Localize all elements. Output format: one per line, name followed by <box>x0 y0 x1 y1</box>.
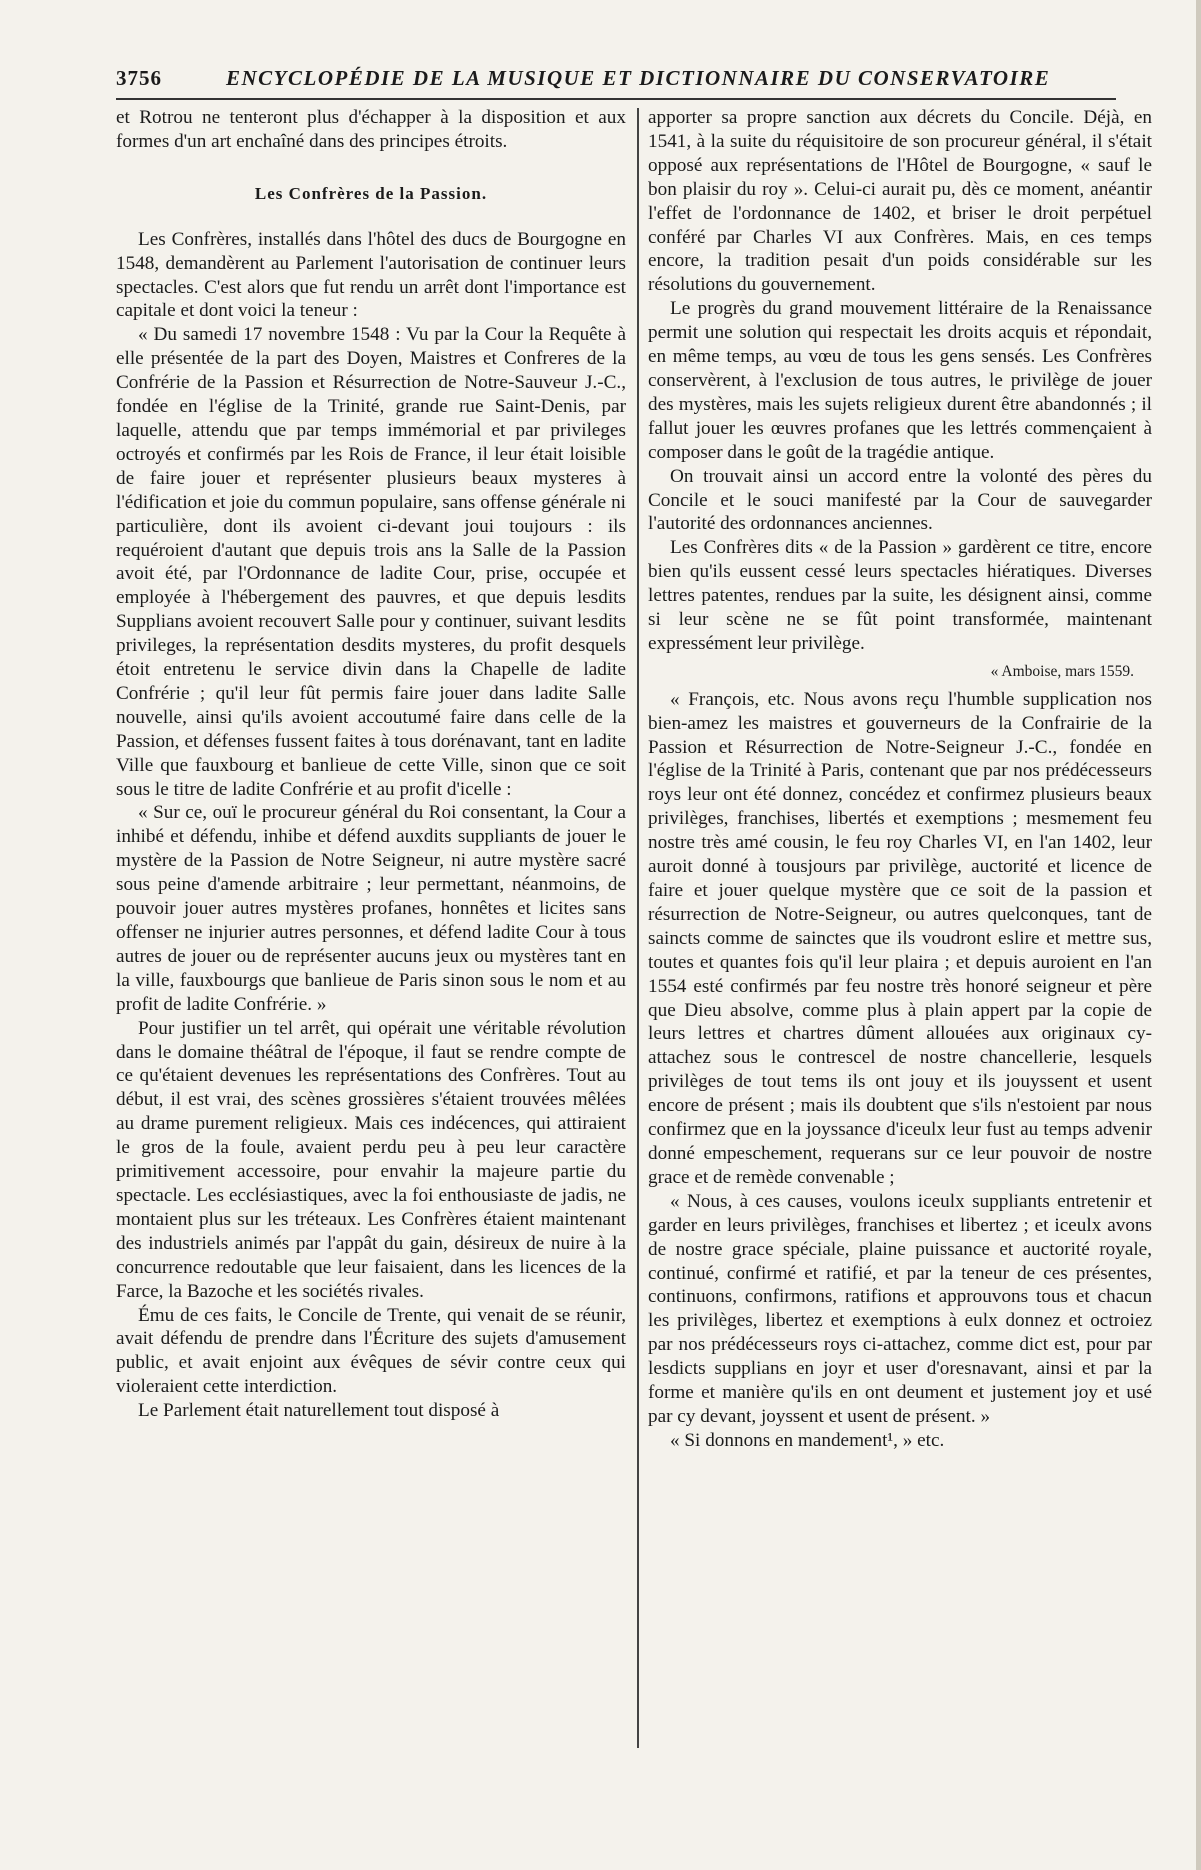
dateline: « Amboise, mars 1559. <box>990 662 1134 680</box>
paragraph: Les Confrères, installés dans l'hôtel des ducs de Bourgogne en 1548, demandèrent au Parlement l'autorisation de continuer leurs spectacles. C'est alors que fut rendu un arrêt dont l'importance est capitale et dont voici la teneur : <box>116 228 626 322</box>
paragraph: et Rotrou ne tenteront plus d'échapper à la disposition et aux formes d'un art enchaîné dans des principes étroits. <box>116 107 626 152</box>
section-heading: Les Confrères de la Passion. <box>254 183 488 203</box>
page-edge <box>1196 0 1201 1870</box>
running-title: ENCYCLOPÉDIE DE LA MUSIQUE ET DICTIONNAIRE DU CONSERVATOIRE <box>226 66 1051 90</box>
paragraph: apporter sa propre sanction aux décrets du Concile. Déjà, en 1541, à la suite du réquisitoire de son procureur général, il s'était opposé aux représentations de l'Hôtel de Bourgogne, « sauf le bon plaisir du roy ». Celui-ci aurait pu, dès ce moment, anéantir l'effet de l'ordonnance de 1402, et briser le droit perpétuel conféré par Charles VI aux Confrères. Mais, en ces temps encore, la tradition pesait d'un poids considérable sur les résolutions du gouvernement. <box>648 107 1152 296</box>
paragraph: Le progrès du grand mouvement littéraire de la Renaissance permit une solution qui respectait les droits acquis et répondait, en même temps, au vœu de tous les gens sensés. Les Confrères conservèrent, à l'exclusion de tous autres, le privilège de jouer des mystères, mais les sujets religieux durent être abandonnés ; il fallut jouer les œuvres profanes que les lettrés commençaient à composer dans le goût de la tragédie antique. <box>648 298 1152 463</box>
quoted-paragraph: « Du samedi 17 novembre 1548 : Vu par la Cour la Requête à elle présentée de la part des Doyen, Maistres et Confreres de la Confrérie de la Passion et Résurrection de Notre-Sauveur J.-C., fondée en l'église de la Trinité, grande rue Saint-Denis, par laquelle, attendu que par temps immémorial et par privileges octroyés et confirmés par les Rois de France, il leur était loisible de faire jouer et représenter plusieurs beaux mysteres à l'édification et joie du commun populaire, sans offense générale ni particulière, dont ils avoient ci-devant joui toujours : ils requéroient d'autant que depuis trois ans la Salle de la Passion avoit été, par l'Ordonnance de ladite Cour, prise, occupée et employée à l'hébergement des pauvres, et que depuis lesdits Supplians avoient recouvert Salle pour y continuer, suivant lesdits privileges, la représentation desdits mysteres, du profit desquels étoit entretenu le service divin dans la Chapelle de ladite Confrérie ; qu'il leur fût permis faire jouer dans ladite Salle nouvelle, ainsi qu'ils avoient accoutumé faire dans celle de la Passion, et défenses fussent faites à tous dorénavant, tant en ladite Ville que fauxbourg et banlieue de cette Ville, sinon que ce soit sous le titre de ladite Confrérie et au profit d'icelle : <box>116 324 626 800</box>
quoted-paragraph: « Sur ce, ouï le procureur général du Roi consentant, la Cour a inhibé et défendu, inhibe et défend auxdits suppliants de jouer le mystère de la Passion de Notre Seigneur, ni autre mystère sacré sous peine d'amende arbitraire ; leur permettant, néanmoins, de pouvoir jouer autres mystères profanes, honnêtes et licites sans offenser ne injurier autres personnes, et défend ladite Cour à tous autres de jouer ou de représenter aucuns jeux ou mystères tant en la ville, fauxbourgs que banlieue de Paris sinon sous le nom et au profit de ladite Confrérie. » <box>116 802 626 1015</box>
paragraph: Les Confrères dits « de la Passion » gardèrent ce titre, encore bien qu'ils eussent cessé leurs spectacles hiératiques. Diverses lettres patentes, rendues par la suite, les désignent ainsi, comme si leur scène ne se fût point transformée, maintenant expressément leur privilège. <box>648 537 1152 654</box>
right-column <box>648 106 1152 1453</box>
paragraph: Pour justifier un tel arrêt, qui opérait une véritable révolution dans le domaine théâtral de l'époque, il faut se rendre compte de ce qu'étaient devenues les représentations des Confrères. Tout au début, il est vrai, des scènes grossières s'étaient trouvées mêlées au drame purement religieux. Mais ces indécences, qui attiraient le gros de la foule, avaient perdu peu à peu leur caractère primitivement accessoire, pour envahir la majeure partie du spectacle. Les ecclésiastiques, avec la foi enthousiaste de jadis, ne montaient plus sur les tréteaux. Les Confrères étaient maintenant des industriels animés par l'appât du gain, désireux de nuire à la concurrence redoutable que leur faisaient, dans les licences de la Farce, la Bazoche et les sociétés rivales. <box>116 1017 626 1302</box>
running-header <box>116 66 1116 91</box>
quoted-paragraph: « Nous, à ces causes, voulons iceulx suppliants entretenir et garder en leurs privilèges, franchises et libertez ; et iceulx avons de nostre grace spéciale, plaine puissance et auctorité royale, continué, confirmé et ratifié, et par la teneur de ces présentes, continuons, confirmons, ratifions et approuvons tous et chacun les privilèges, libertez et exemptions à eulx donnez et octroiez par nos prédécesseurs roys ci-attachez, comme dict est, pour par lesdicts supplians en joyr et user d'oresnavant, ainsi et par la forme et manière qu'ils en ont deument et justement joy et usé par cy devant, joyssent et usent de présent. » <box>648 1190 1152 1427</box>
header-rule <box>116 98 1116 100</box>
page-number: 3756 <box>116 66 162 90</box>
paragraph: On trouvait ainsi un accord entre la volonté des pères du Concile et le souci manifesté par la Cour de sauvegarder l'autorité des ordonnances anciennes. <box>648 465 1152 535</box>
quoted-paragraph: « François, etc. Nous avons reçu l'humble supplication nos bien-amez les maistres et gouverneurs de la Confrairie de la Passion et Résurrection de Notre-Seigneur J.-C., fondée en l'église de la Trinité à Paris, contenant que par nos prédécesseurs roys leur ont été donnez, concédez et confirmez plusieurs beaux privilèges, franchises, libertés et exemptions ; mesmement feu nostre très amé cousin, le feu roy Charles VI, en l'an 1402, leur auroit donné à tousjours par privilège, auctorité et licence de faire et jouer quelque mystère que ce soit de la passion et résurrection de Notre-Seigneur, ou autres quelconques, tant de saincts comme de sainctes que ils voudront eslire et mettre sus, toutes et quantes fois qu'il leur plaira ; et depuis auroient en l'an 1554 esté confirmés par feu nostre très honoré seigneur et père que Dieu absolve, comme plus à plain appert par la copie de leurs lettres et chartres dûment allouées aux originaux cy-attachez sous le contrescel de nostre chancellerie, lesquels privilèges de tout tems ils ont jouy et ils jouyssent et usent encore de présent ; mais ils doubtent que s'ils n'estoient par nous confirmez que en la joyssance d'iceulx leur fust au temps advenir donné empeschement, requerans sur ce leur pouvoir de nostre grace et de remède convenable ; <box>648 688 1152 1188</box>
column-divider <box>637 108 639 1748</box>
paragraph: Le Parlement était naturellement tout disposé à <box>138 1400 500 1422</box>
paragraph: Ému de ces faits, le Concile de Trente, qui venait de se réunir, avait défendu de prendre dans l'Écriture des sujets d'amusement public, et avait enjoint aux évêques de sévir contre ceux qui violeraient cette interdiction. <box>116 1304 626 1398</box>
quoted-paragraph: « Si donnons en mandement¹, » etc. <box>670 1429 945 1451</box>
left-column <box>116 106 626 1423</box>
